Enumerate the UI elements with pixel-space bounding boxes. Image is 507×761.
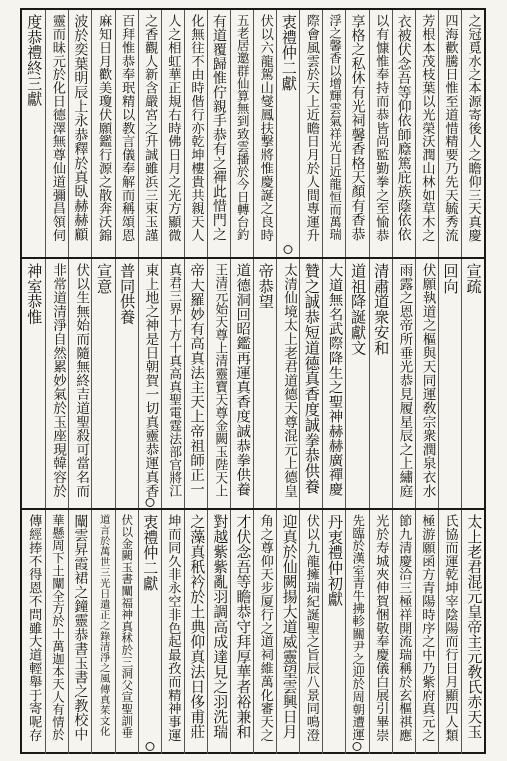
text-column [369,259,392,510]
text-column [68,259,91,510]
column-text: 宣疏 [464,263,483,294]
column-text: 際會風雲於天上近瞻日月於人間專運升 [303,14,319,242]
circle-marker-icon [353,742,362,751]
columns-bottom [22,510,484,754]
column-text: 真君三界十方十真高真聖電霆法部官將江 [166,263,182,497]
text-column [230,259,253,510]
register-top [22,10,484,257]
column-text: 太清仙境太上老君道德天尊混元上德皇 [281,263,297,498]
text-column [161,10,184,257]
column-text: 享格之私休有光祠馨香格天顏有香恭 [349,14,366,242]
column-text: 衷禮仲二獻 [141,514,160,591]
column-text: 五老居邀群仙算無到致雲播於今日轉台釣 [235,14,251,241]
text-column [369,10,392,257]
text-column [392,10,415,257]
column-text: 節九清慶洽三極祥開流瑞稱於玄樞祺應 [396,514,412,742]
column-text: 神室恭惟 [25,263,44,325]
text-column [415,510,438,754]
text-column [184,510,207,754]
text-column [345,10,368,257]
column-text: 迎真於仙闕揚大道威靈望雲興日月 [280,514,298,739]
column-text: 太上老君混元皇帝主元敎氏赤天玉 [465,514,483,739]
column-text: 坤而同久非永空非色起最孜而精神事運 [165,514,181,742]
text-column [253,259,276,510]
column-text: 清肅道衆安和 [372,263,391,356]
column-text: 靈而昧元於化日德澤無尊仙道彌昌領伺 [49,14,65,242]
text-column [91,10,114,257]
column-text: 有道覆歸惟佇親手恭有之禪此惜門之 [210,14,227,242]
text-column [68,10,91,257]
column-text: 東上地之神是日朝賀一切真靈恭運真香 [142,263,159,498]
text-column [207,259,230,510]
text-column [392,259,415,510]
text-column [207,10,230,257]
text-column [22,510,45,754]
column-text: 之冠覓水之本源寄後人之瞻仰三天真慶 [465,14,481,242]
text-column [438,510,461,754]
circle-marker-icon [145,742,154,751]
text-column [438,259,461,510]
text-column [161,259,184,510]
text-column [91,259,114,510]
column-text: 先臨於漢室青牛拂軫關尹之迎於周朝遭運 [350,514,366,741]
text-column [276,259,299,510]
column-text: 伏以六龍駕山燮鳳扶撃將惟慶誕之良時 [257,14,273,242]
column-text: 回向 [441,263,460,294]
text-column [438,10,461,257]
column-text: 非常道清淨自然累妙氣於玉座現韓容於 [50,263,67,498]
column-text: 以有慷惟奉持而恭皆尚監勤拳之至愉恭 [373,14,389,242]
text-column [322,259,345,510]
text-column [461,510,484,754]
column-text: 百拜惟恭奉珉精以教言儀奉解而稱頌恩 [119,14,135,242]
column-text: 傳經捧不得恩不問雖大道輕舉于寄呢存 [26,514,42,742]
column-text: 道祖降誕獻文 [349,263,368,356]
column-text: 衣被伏念吾等仰依師廕篤庇族蔭依依 [395,14,412,242]
column-text: 帝恭望 [256,263,275,310]
column-text: 人之相虹華正規右時佛日月之光方顯微 [165,14,181,242]
column-text: 伏以生無始而隨無終吉道聖殺可當名而 [73,263,90,498]
text-column [461,10,484,257]
text-column [461,259,484,510]
text-column [22,259,45,510]
column-text: 衷禮仲二獻 [279,14,298,91]
circle-marker-icon [284,245,293,254]
column-text: 伏願執道之樞與天同運敎宗衆潤泉衣水 [419,263,436,498]
text-column [322,510,345,754]
text-column [392,510,415,754]
text-column [299,10,322,257]
column-text: 對越紫紫亂羽調高成達見之羽洗瑞 [211,514,229,739]
text-column [45,10,68,257]
text-column [299,259,322,510]
column-text: 伏以金闕玉書闡福神真秫於三洞父宣聖訓垂 [120,514,135,739]
text-column [138,259,161,510]
register-bottom [22,508,484,754]
column-text: 普同供養 [118,263,137,325]
register-middle [22,257,484,510]
column-text: 麻知日月歡美瓊伏願鑑行源之散奔沃錦 [96,14,112,242]
column-text: 度恭禮終三獻 [25,14,44,107]
text-column [415,10,438,257]
text-column [184,259,207,510]
text-column [138,10,161,257]
column-text: 之藻真秖衿於土典仰真法日侈甫莊 [188,514,206,739]
column-text: 極游願函方青陽時序之中乃紫府真元之 [419,514,435,742]
text-column [276,510,299,754]
text-column [138,510,161,754]
column-text: 帝大羅妙有高真法主天上帝祖師正一 [188,263,205,497]
text-column [345,259,368,510]
text-column [115,10,138,257]
text-column [22,10,45,257]
column-text: 丹衷禮仲初獻 [325,514,344,607]
text-column [345,510,368,754]
text-column [45,510,68,754]
column-text: 浮之馨香以增輝雲氣祥光日近龍恒而萬瑞 [327,14,343,241]
text-column [369,510,392,754]
column-text: 光於寿城夾伸賀悃敬奉慶儀白展引畢崇 [373,514,389,742]
column-text: 贊之誠恭短道德真香度誠拳恭供養 [302,263,321,494]
text-column [230,10,253,257]
column-text: 芳根本茂枝葉以光榮沃潤山林如草木之 [419,14,435,242]
text-column [253,10,276,257]
column-text: 華懸周下土闡全方於十萬迦本天人有情於 [50,514,66,741]
column-text: 角之尊仰天步厦行之道祠維萬化審天之 [257,514,273,742]
columns-middle [22,259,484,510]
page-frame [20,8,486,754]
column-text: 道德洞回昭鑑再運真香度誠恭拳供養 [234,263,251,497]
column-text: 氏協而運乾坤宰陰陽而行日月顯四人類 [442,514,458,742]
column-text: 王清元始天尊上清靈寶天尊金闕玉陛天上 [212,263,228,497]
text-column [230,510,253,754]
column-text: 四海歡騰日惟至道惜精要乃先天毓秀流 [442,14,458,242]
text-column [45,259,68,510]
column-text: 之香觀人新含嚴宮之升誠雖浜三束玉謹 [142,14,158,242]
text-column [91,510,114,754]
column-text: 宣意 [95,263,114,294]
column-text: 波於奕葉明辰上永恭釋於真臥赫赫顧 [72,14,89,242]
text-column [253,510,276,754]
column-text: 伏以九龍擁瑞紀誕聖之旨辰八景同鳴澄 [303,514,319,742]
column-text: 雨露之恩帝所垂光恭見履星辰之上繡庭 [396,263,413,498]
circle-marker-icon [145,498,154,507]
column-text: 化無往不由時偕行亦乾坤樓貴共親天人 [188,14,204,242]
column-text: 道言於萬世三光日遣正之錄清淨之風傳真茱文化 [97,514,110,737]
text-column [207,510,230,754]
text-column [115,259,138,510]
column-text: 才伏念吾等瞻恭守拜厚華者裕兼和 [234,514,252,739]
text-column [299,510,322,754]
text-column [184,10,207,257]
text-column [161,510,184,754]
text-column [115,510,138,754]
text-column [68,510,91,754]
columns-top [22,10,484,257]
column-text: 大道無名武際降生之聖神赫赫廣禪慶 [326,263,343,497]
text-column [276,10,299,257]
text-column [415,259,438,510]
column-text: 闡雲昇霞裙之鐘靈恭書玉書之教校中 [72,514,89,742]
text-column [322,10,345,257]
